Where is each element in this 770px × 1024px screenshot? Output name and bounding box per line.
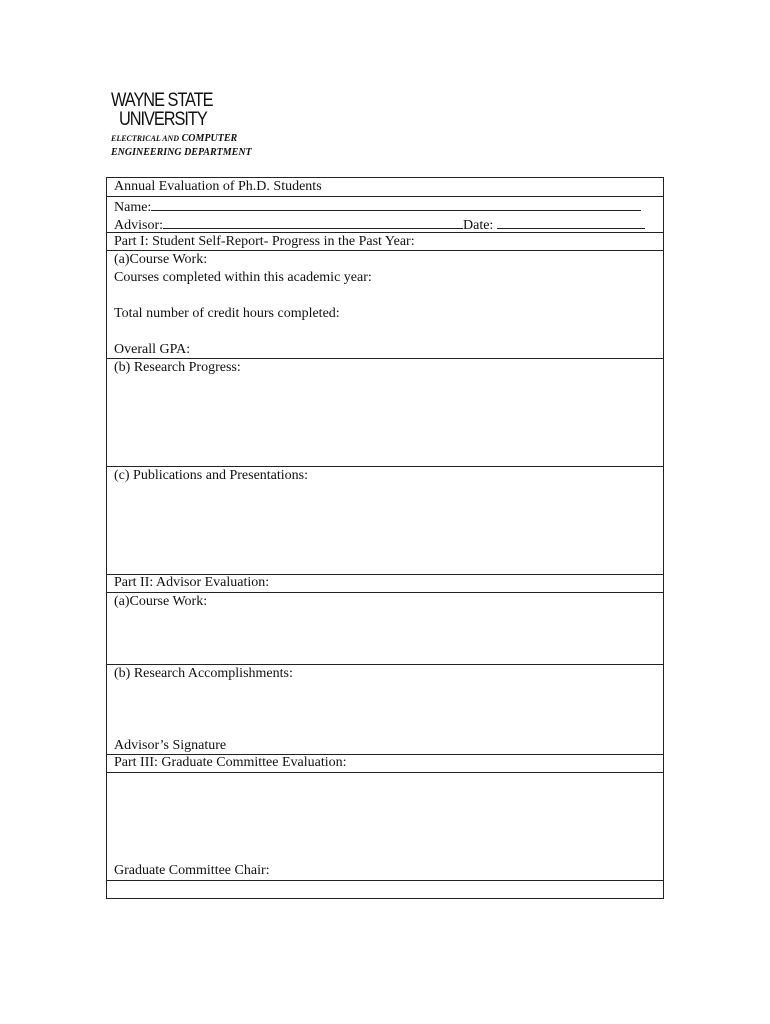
- evaluation-form: [106, 177, 664, 899]
- part3-heading-row: [107, 755, 663, 773]
- logo-line-2: UNIVERSITY: [119, 109, 207, 130]
- advisor-line: [114, 215, 645, 235]
- name-label: Name:: [114, 200, 152, 215]
- date-label: Date:: [463, 218, 494, 233]
- name-field[interactable]: [151, 197, 641, 211]
- part2-heading-row: [107, 575, 663, 593]
- publications-section[interactable]: [107, 467, 663, 575]
- coursework-label: (a)Course Work:: [114, 252, 208, 267]
- title-row: [107, 178, 663, 197]
- research-progress-section[interactable]: [107, 359, 663, 467]
- logo-line-1: WAYNE STATE: [111, 90, 213, 111]
- committee-chair-label: Graduate Committee Chair:: [114, 863, 270, 878]
- dept-line-2: ENGINEERING DEPARTMENT: [111, 147, 252, 158]
- advisor-label: Advisor:: [114, 218, 163, 233]
- name-line: [114, 197, 641, 217]
- date-field[interactable]: [497, 215, 645, 229]
- form-title: Annual Evaluation of Ph.D. Students: [114, 179, 322, 194]
- research-accomplishments-section[interactable]: [107, 665, 663, 755]
- courses-completed-label: Courses completed within this academic year:: [114, 270, 372, 285]
- coursework-section[interactable]: [107, 251, 663, 359]
- committee-chair-signature-field[interactable]: [107, 881, 663, 898]
- part3-heading: Part III: Graduate Committee Evaluation:: [114, 755, 347, 770]
- advisor-coursework-section[interactable]: [107, 593, 663, 665]
- identity-row: [107, 197, 663, 233]
- gpa-label: Overall GPA:: [114, 342, 191, 357]
- research-accomplishments-label: (b) Research Accomplishments:: [114, 666, 293, 681]
- department-name: [111, 132, 252, 160]
- committee-evaluation-section[interactable]: [107, 773, 663, 881]
- dept-line-1-small: ELECTRICAL AND: [111, 134, 180, 143]
- advisor-coursework-label: (a)Course Work:: [114, 594, 208, 609]
- research-progress-label: (b) Research Progress:: [114, 360, 241, 375]
- advisor-field[interactable]: [163, 215, 463, 229]
- publications-label: (c) Publications and Presentations:: [114, 468, 309, 483]
- university-logo: [111, 91, 229, 129]
- part2-heading: Part II: Advisor Evaluation:: [114, 575, 270, 590]
- dept-line-1: COMPUTER: [181, 133, 238, 144]
- part1-heading: Part I: Student Self-Report- Progress in the Past Year:: [114, 234, 415, 249]
- advisor-signature-label: Advisor’s Signature: [114, 738, 227, 753]
- part1-heading-row: [107, 233, 663, 251]
- credit-hours-label: Total number of credit hours completed:: [114, 306, 340, 321]
